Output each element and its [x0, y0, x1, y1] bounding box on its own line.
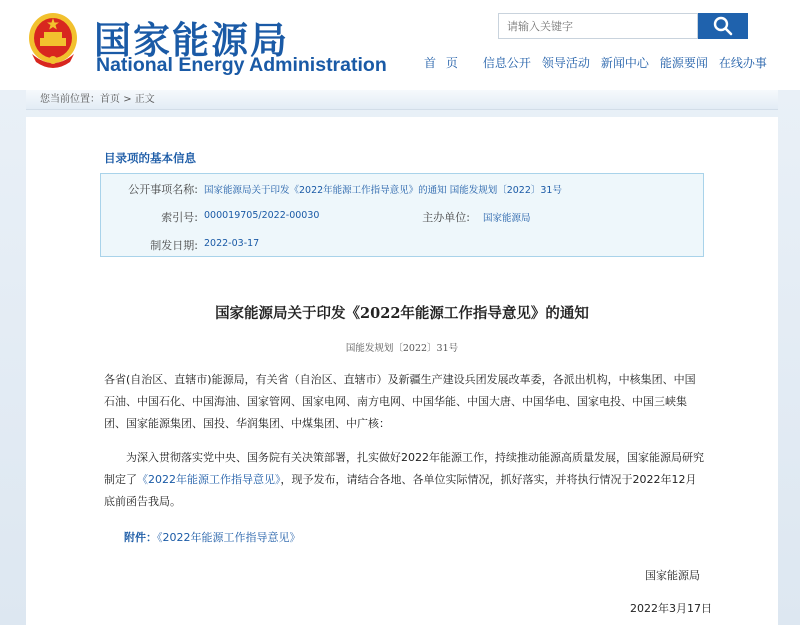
info-section-title: 目录项的基本信息 [104, 151, 196, 165]
body-text-after: ，现予发布，请结合各地、各单位实际情况，抓好落实，并将执行情况于2022年12月底前函告我局。 [104, 473, 697, 508]
search-button[interactable] [698, 13, 748, 39]
breadcrumb-home-link[interactable]: 首页 [100, 94, 120, 105]
info-name-value: 国家能源局关于印发《2022年能源工作指导意见》的通知 国能发规划〔2022〕31号 [204, 185, 562, 196]
info-index-label: 索引号: [161, 211, 198, 224]
main-nav [424, 53, 778, 73]
nav-item-news[interactable]: 新闻中心 [600, 56, 649, 70]
site-logo-chinese[interactable]: 国家能源局 [94, 19, 289, 62]
breadcrumb-current: 正文 [134, 94, 155, 105]
info-name-label: 公开事项名称: [128, 183, 198, 196]
info-date-value: 2022-03-17 [204, 238, 260, 249]
nav-item-energy-news[interactable]: 能源要闻 [659, 56, 708, 70]
site-logo-english[interactable]: National Energy Administration [96, 54, 387, 76]
attachment-link[interactable]: 《2022年能源工作指导意见》 [157, 531, 301, 544]
nav-item-online-services[interactable]: 在线办事 [718, 56, 767, 70]
body-text-before: 为深入贯彻落实党中央、国务院有关决策部署，扎实做好2022年能源工作，持续推动能源高质量发展，国家能源局研究制定了 [104, 451, 704, 486]
nav-item-leadership[interactable]: 领导活动 [541, 56, 590, 70]
breadcrumb-prefix: 您当前位置： [40, 94, 100, 105]
document-number: 国能发规划〔2022〕31号 [345, 343, 459, 354]
site-header [0, 0, 800, 90]
nav-item-info-disclosure[interactable]: 信息公开 [482, 56, 531, 70]
search-input[interactable] [498, 13, 698, 39]
document-body [104, 447, 704, 513]
national-emblem-icon[interactable] [26, 10, 80, 70]
document-title: 国家能源局关于印发《2022年能源工作指导意见》的通知 [215, 305, 589, 322]
attachment-label: 附件： [124, 531, 157, 544]
body-guidance-link[interactable]: 《2022年能源工作指导意见》 [137, 473, 281, 486]
breadcrumb [26, 90, 778, 110]
info-table [100, 173, 704, 257]
info-date-label: 制发日期: [150, 239, 198, 252]
search-icon [712, 15, 734, 37]
info-org-value: 国家能源局 [483, 213, 531, 224]
attachment [124, 529, 301, 545]
info-index-value: 000019705/2022-00030 [204, 210, 320, 221]
document-signer: 国家能源局 [645, 569, 700, 582]
breadcrumb-separator: > [123, 94, 132, 105]
main-content [26, 117, 778, 625]
info-org-label: 主办单位: [422, 211, 470, 224]
nav-item-home[interactable]: 首 页 [424, 56, 461, 70]
document-sign-date: 2022年3月17日 [630, 602, 712, 615]
document-recipients: 各省(自治区、直辖市)能源局，有关省（自治区、直辖市）及新疆生产建设兵团发展改革委，各派出机构，中核集团、中国石油、中国石化、中国海油、国家管网、国家电网、南方电网、中国华能、中国大唐、中国华电、国家电投、中国三峡集团、国家能源集团、国投、华润集团、中煤集团、中广核： [104, 373, 696, 430]
